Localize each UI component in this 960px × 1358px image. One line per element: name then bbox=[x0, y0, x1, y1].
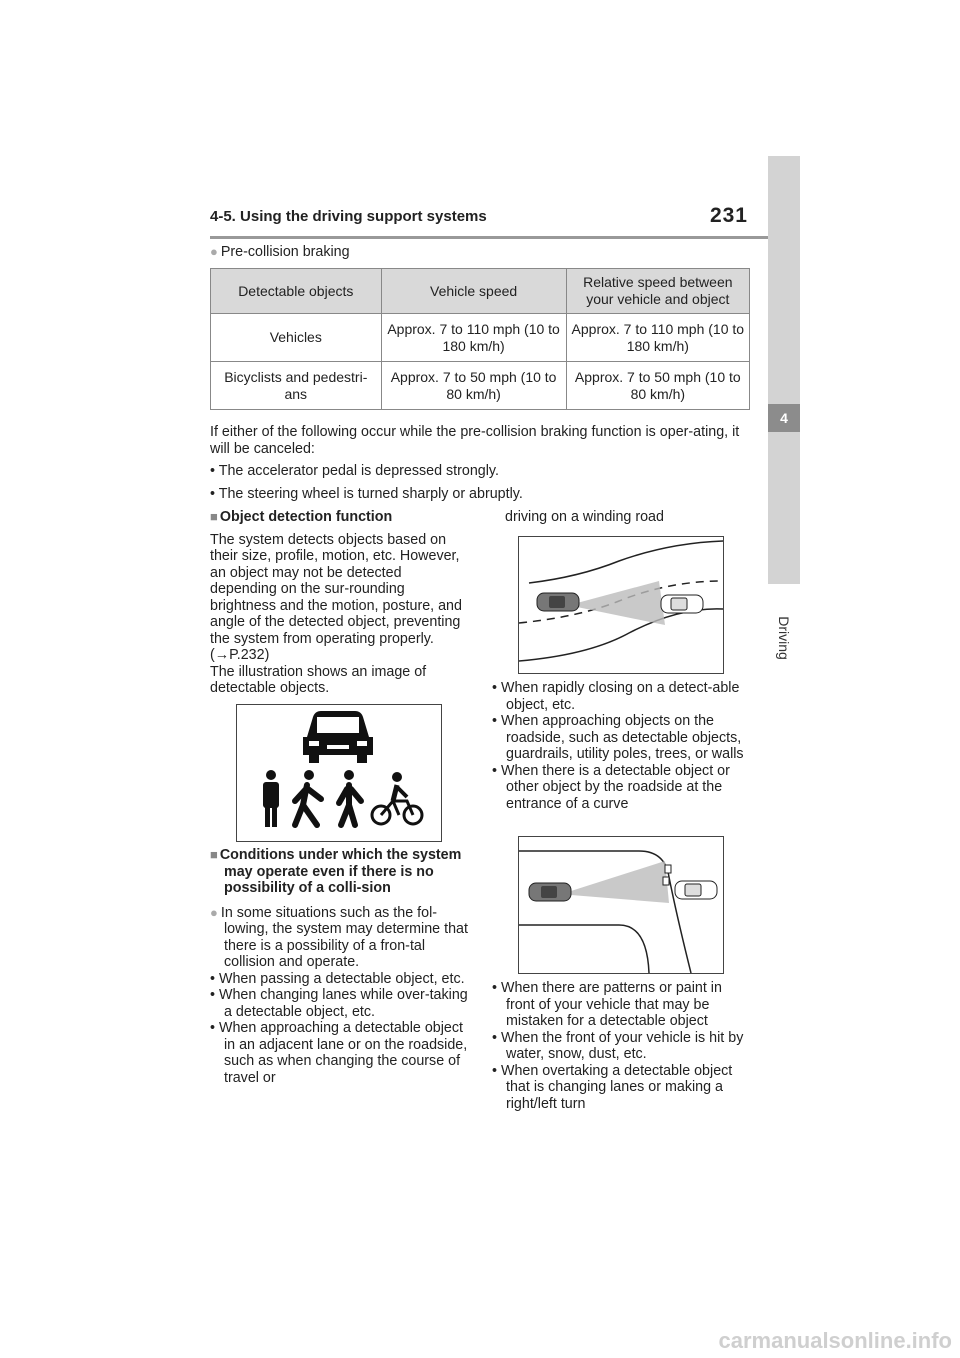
right-list-2 bbox=[492, 980, 754, 1112]
square-bullet-icon: ■ bbox=[210, 509, 218, 524]
own-vehicle-icon bbox=[529, 883, 571, 901]
table-cell: Approx. 7 to 110 mph (10 to 180 km/h) bbox=[566, 314, 749, 362]
table-cell: Vehicles bbox=[211, 314, 382, 362]
chapter-number: 4 bbox=[768, 404, 800, 432]
object-detection-heading: ■ Object detection function bbox=[210, 509, 393, 525]
pedestrian-standing-icon bbox=[263, 770, 279, 827]
list-item: • When changing lanes while over-taking a detectable object, etc. bbox=[210, 987, 468, 1020]
list-item: • The accelerator pedal is depressed strongly. bbox=[210, 463, 499, 479]
conditions-intro: ● In some situations such as the fol-lowing, the system may determine that there is a possibility of a fron-tal collision and operate. bbox=[210, 904, 468, 970]
table-cell: Bicyclists and pedestri-ans bbox=[211, 362, 382, 410]
target-vehicle-icon bbox=[661, 595, 703, 613]
roadside-object-icon bbox=[663, 877, 669, 885]
speed-table bbox=[210, 268, 750, 410]
detectable-objects-illustration bbox=[237, 705, 441, 841]
bicyclist-icon bbox=[372, 772, 422, 824]
list-item: • When there are patterns or paint in front of your vehicle that may be mistaken for a detectable object bbox=[492, 980, 722, 1029]
own-vehicle-icon bbox=[537, 593, 579, 611]
table-cell: Approx. 7 to 50 mph (10 to 80 km/h) bbox=[566, 362, 749, 410]
target-vehicle-icon bbox=[675, 881, 717, 899]
table-cell: Approx. 7 to 110 mph (10 to 180 km/h) bbox=[381, 314, 566, 362]
chapter-tab bbox=[768, 156, 800, 584]
sensor-beam bbox=[571, 861, 669, 903]
roadside-object-icon bbox=[665, 865, 671, 873]
right-list-1 bbox=[492, 680, 754, 812]
list-item: • The steering wheel is turned sharply or abruptly. bbox=[210, 485, 523, 502]
cancel-paragraph: If either of the following occur while the pre-collision braking function is oper-ating, it will be canceled: • The accelerator pedal is depressed strongly. • The steering wheel is turned sharply or abruptly. bbox=[210, 424, 750, 502]
list-item: • When passing a detectable object, etc. bbox=[210, 970, 465, 987]
table-header: Detectable objects bbox=[211, 269, 382, 314]
list-item: • When the front of your vehicle is hit by water, snow, dust, etc. bbox=[492, 1029, 744, 1062]
detectable-objects-figure bbox=[236, 704, 442, 842]
left-column bbox=[210, 509, 472, 697]
continued-text: driving on a winding road bbox=[505, 509, 664, 525]
pre-collision-heading: ● Pre-collision braking bbox=[210, 244, 350, 260]
watermark: carmanualsonline.info bbox=[718, 1328, 952, 1353]
table-row bbox=[211, 362, 750, 410]
circle-bullet-icon: ● bbox=[210, 244, 218, 259]
chapter-name-box bbox=[768, 600, 800, 680]
table-cell: Approx. 7 to 50 mph (10 to 80 km/h) bbox=[381, 362, 566, 410]
page-header bbox=[210, 204, 800, 239]
winding-road-illustration bbox=[519, 537, 723, 673]
list-item: • When overtaking a detectable object that is changing lanes or making a right/left turn bbox=[492, 1062, 733, 1112]
object-detection-body: The system detects objects based on their size, profile, motion, etc. However, an object may not be detected depending on the sur-rounding brightness and the motion, posture, and angle of the detected object, preventing the system from operating properly. (→P.232) The illustration shows an image of detectable objects. bbox=[210, 531, 462, 696]
conditions-section bbox=[210, 847, 472, 1086]
table-header: Relative speed between your vehicle and object bbox=[566, 269, 749, 314]
list-item: • When approaching a detectable object in an adjacent lane or on the roadside, such as when changing the course of travel or bbox=[210, 1020, 468, 1086]
car-front-icon bbox=[303, 711, 373, 763]
list-item: • When rapidly closing on a detect-able object, etc. bbox=[492, 680, 740, 713]
chapter-name: Driving bbox=[776, 616, 792, 660]
pedestrian-icon bbox=[339, 770, 361, 825]
square-bullet-icon: ■ bbox=[210, 847, 218, 862]
page-number: 231 bbox=[709, 204, 748, 227]
curve-entrance-figure bbox=[518, 836, 724, 974]
table-row bbox=[211, 314, 750, 362]
conditions-heading: ■ Conditions under which the system may operate even if there is no possibility of a colli-sion bbox=[210, 847, 462, 896]
winding-road-figure bbox=[518, 536, 724, 674]
list-item: • When there is a detectable object or other object by the roadside at the entrance of a curve bbox=[492, 762, 730, 812]
list-item: • When approaching objects on the roadside, such as detectable objects, guardrails, utility poles, trees, or walls bbox=[492, 713, 744, 762]
pedestrian-walking-icon bbox=[295, 770, 321, 825]
section-title: 4-5. Using the driving support systems bbox=[210, 208, 487, 225]
sensor-beam bbox=[577, 581, 665, 625]
circle-bullet-icon: ● bbox=[210, 904, 218, 920]
curve-entrance-illustration bbox=[519, 837, 723, 973]
arrow-right-icon: → bbox=[214, 647, 230, 663]
table-header: Vehicle speed bbox=[381, 269, 566, 314]
page-reference[interactable]: P.232) bbox=[229, 647, 270, 663]
